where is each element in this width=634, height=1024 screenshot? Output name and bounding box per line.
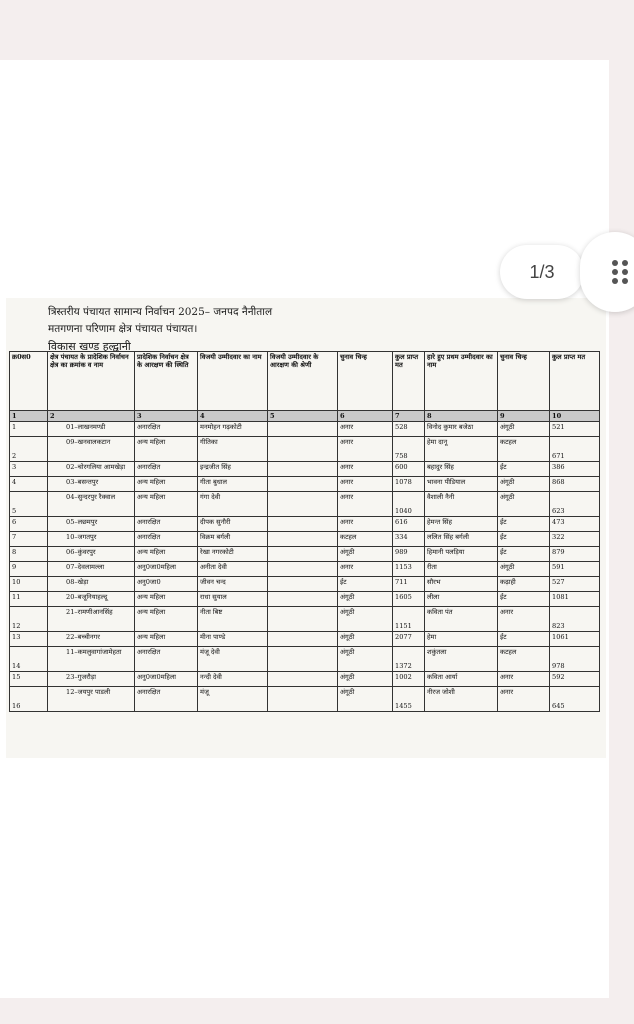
cell-winner: मंजू देवी bbox=[198, 647, 268, 672]
column-number-row bbox=[10, 411, 600, 422]
table-row bbox=[10, 672, 600, 687]
cell-runner-votes: 823 bbox=[550, 607, 600, 632]
cell-winner-category bbox=[268, 532, 338, 547]
cell-sn: 3 bbox=[10, 462, 48, 477]
cell-votes: 1040 bbox=[393, 492, 425, 517]
cell-symbol: अंगूठी bbox=[338, 672, 393, 687]
cell-area: 10–जगतपुर bbox=[48, 532, 135, 547]
cell-winner-category bbox=[268, 577, 338, 592]
cell-runner-symbol: अंगूठी bbox=[498, 492, 550, 517]
cell-winner-category bbox=[268, 422, 338, 437]
column-number: 2 bbox=[48, 411, 135, 422]
cell-runner-symbol: अनार bbox=[498, 607, 550, 632]
cell-reservation: अनु0जा0महिला bbox=[135, 562, 198, 577]
table-row bbox=[10, 577, 600, 592]
column-number: 9 bbox=[498, 411, 550, 422]
cell-reservation: अनु0जा0 bbox=[135, 577, 198, 592]
cell-area: 04–सुन्दरपुर रैक्वाल bbox=[48, 492, 135, 517]
cell-reservation: अनारक्षित bbox=[135, 532, 198, 547]
table-row bbox=[10, 422, 600, 437]
cell-reservation: अनारक्षित bbox=[135, 647, 198, 672]
cell-winner: गीता बुधाल bbox=[198, 477, 268, 492]
cell-winner-category bbox=[268, 632, 338, 647]
cell-votes: 616 bbox=[393, 517, 425, 532]
cell-winner-category bbox=[268, 437, 338, 462]
cell-winner: गीतिका bbox=[198, 437, 268, 462]
column-number: 6 bbox=[338, 411, 393, 422]
cell-runner: हिमानी पलड़िया bbox=[425, 547, 498, 562]
cell-sn: 13 bbox=[10, 632, 48, 647]
cell-runner: शकुंतला bbox=[425, 647, 498, 672]
cell-votes: 1605 bbox=[393, 592, 425, 607]
cell-sn: 9 bbox=[10, 562, 48, 577]
cell-sn: 5 bbox=[10, 492, 48, 517]
cell-runner-votes: 521 bbox=[550, 422, 600, 437]
cell-runner: ललित सिंह बर्गली bbox=[425, 532, 498, 547]
cell-runner-symbol: ईंट bbox=[498, 462, 550, 477]
cell-winner-category bbox=[268, 672, 338, 687]
cell-symbol: कटहल bbox=[338, 532, 393, 547]
table-row bbox=[10, 532, 600, 547]
cell-runner-votes: 868 bbox=[550, 477, 600, 492]
cell-symbol: ईंट bbox=[338, 577, 393, 592]
cell-runner: नीरज जोशी bbox=[425, 687, 498, 712]
cell-runner: बहादुर सिंह bbox=[425, 462, 498, 477]
column-header: हारे हुए प्रथम उम्मीदवार का नाम bbox=[425, 352, 498, 411]
column-number: 3 bbox=[135, 411, 198, 422]
cell-winner: नीता बिष्ट bbox=[198, 607, 268, 632]
cell-reservation: अनारक्षित bbox=[135, 517, 198, 532]
table-row bbox=[10, 632, 600, 647]
cell-area: 06–कुंवरपुर bbox=[48, 547, 135, 562]
cell-runner-votes: 592 bbox=[550, 672, 600, 687]
cell-runner: हेमन्त सिंह bbox=[425, 517, 498, 532]
cell-sn: 1 bbox=[10, 422, 48, 437]
cell-runner: कविता आर्या bbox=[425, 672, 498, 687]
cell-winner: दीपक सुनौरी bbox=[198, 517, 268, 532]
cell-symbol: अंगूठी bbox=[338, 592, 393, 607]
more-vert-icon bbox=[612, 260, 630, 284]
table-row bbox=[10, 547, 600, 562]
cell-runner-symbol: अंगूठी bbox=[498, 477, 550, 492]
cell-symbol: अनार bbox=[338, 462, 393, 477]
cell-sn: 15 bbox=[10, 672, 48, 687]
column-number: 1 bbox=[10, 411, 48, 422]
column-header: चुनाव चिन्ह bbox=[338, 352, 393, 411]
cell-runner-symbol: अंगूठी bbox=[498, 422, 550, 437]
cell-winner-category bbox=[268, 562, 338, 577]
cell-reservation: अन्य महिला bbox=[135, 477, 198, 492]
cell-winner-category bbox=[268, 492, 338, 517]
cell-area: 12–जयपुर पाडली bbox=[48, 687, 135, 712]
scanned-document bbox=[6, 298, 606, 758]
cell-runner: विनोद कुमार बजेठा bbox=[425, 422, 498, 437]
column-header: क्षेत्र पंचायत के प्रादेशिक निर्वाचन क्षेत्र का क्रमांक व नाम bbox=[48, 352, 135, 411]
column-header: कुल प्राप्त मत bbox=[550, 352, 600, 411]
cell-symbol: अनार bbox=[338, 437, 393, 462]
cell-winner: नन्दी देवी bbox=[198, 672, 268, 687]
heading-line-3: विकास खण्ड हल्द्वानी bbox=[48, 340, 131, 353]
cell-runner: कविता पंत bbox=[425, 607, 498, 632]
cell-area: 07–देवलामल्ला bbox=[48, 562, 135, 577]
cell-winner: अनीता देवी bbox=[198, 562, 268, 577]
cell-runner: भावना पीडियाल bbox=[425, 477, 498, 492]
cell-runner: रीता bbox=[425, 562, 498, 577]
cell-runner-symbol: ईंट bbox=[498, 632, 550, 647]
cell-winner: इन्द्रजीत सिंह bbox=[198, 462, 268, 477]
cell-winner: राधा सुयाल bbox=[198, 592, 268, 607]
cell-winner-category bbox=[268, 477, 338, 492]
cell-area: 02–चोरगलिया आमखेड़ा bbox=[48, 462, 135, 477]
cell-runner-votes: 591 bbox=[550, 562, 600, 577]
cell-runner: हेमा bbox=[425, 632, 498, 647]
heading-line-2: मतगणना परिणाम क्षेत्र पंचायत पंचायत। bbox=[48, 323, 198, 335]
cell-votes: 1151 bbox=[393, 607, 425, 632]
cell-area: 05–लछमपुर bbox=[48, 517, 135, 532]
header-row bbox=[10, 352, 600, 411]
cell-runner-votes: 527 bbox=[550, 577, 600, 592]
table-row bbox=[10, 492, 600, 517]
cell-symbol: अनार bbox=[338, 562, 393, 577]
cell-votes: 989 bbox=[393, 547, 425, 562]
cell-runner-votes: 645 bbox=[550, 687, 600, 712]
cell-winner: गंगा देवी bbox=[198, 492, 268, 517]
cell-reservation: अनारक्षित bbox=[135, 422, 198, 437]
table-row bbox=[10, 462, 600, 477]
cell-reservation: अन्य महिला bbox=[135, 437, 198, 462]
cell-sn: 10 bbox=[10, 577, 48, 592]
cell-runner-symbol: ईंट bbox=[498, 532, 550, 547]
cell-sn: 6 bbox=[10, 517, 48, 532]
cell-winner: विक्रम बर्गली bbox=[198, 532, 268, 547]
cell-runner: वैशाली नैनी bbox=[425, 492, 498, 517]
cell-runner: हेमा दानू bbox=[425, 437, 498, 462]
table-row bbox=[10, 607, 600, 632]
column-header: चुनाव चिन्ह bbox=[498, 352, 550, 411]
cell-runner-symbol: ईंट bbox=[498, 592, 550, 607]
cell-symbol: अनार bbox=[338, 492, 393, 517]
cell-runner-votes: 1061 bbox=[550, 632, 600, 647]
cell-sn: 8 bbox=[10, 547, 48, 562]
results-table bbox=[9, 351, 600, 712]
cell-area: 08–खेड़ा bbox=[48, 577, 135, 592]
cell-votes: 1002 bbox=[393, 672, 425, 687]
table-row bbox=[10, 517, 600, 532]
heading-line-1: त्रिस्तरीय पंचायत सामान्य निर्वाचन 2025– जनपद नैनीताल bbox=[48, 306, 273, 318]
cell-sn: 11 bbox=[10, 592, 48, 607]
column-number: 8 bbox=[425, 411, 498, 422]
cell-winner: जीवन चन्द bbox=[198, 577, 268, 592]
column-header: प्रादेशिक निर्वाचन क्षेत्र के आरक्षण की स्थिति bbox=[135, 352, 198, 411]
cell-sn: 7 bbox=[10, 532, 48, 547]
column-header: विजयी उम्मीदवार के आरक्षण की श्रेणी bbox=[268, 352, 338, 411]
table-row bbox=[10, 687, 600, 712]
cell-votes: 711 bbox=[393, 577, 425, 592]
cell-area: 11–कमलुवागांजामेहता bbox=[48, 647, 135, 672]
cell-reservation: अन्य महिला bbox=[135, 492, 198, 517]
column-header: विजयी उम्मीदवार का नाम bbox=[198, 352, 268, 411]
cell-symbol: अंगूठी bbox=[338, 607, 393, 632]
cell-runner-votes: 1081 bbox=[550, 592, 600, 607]
cell-runner-votes: 623 bbox=[550, 492, 600, 517]
column-header: क्र0स0 bbox=[10, 352, 48, 411]
cell-runner: लीला bbox=[425, 592, 498, 607]
cell-reservation: अनारक्षित bbox=[135, 687, 198, 712]
cell-symbol: अंगूठी bbox=[338, 632, 393, 647]
cell-runner-symbol: अनार bbox=[498, 672, 550, 687]
page-indicator bbox=[500, 245, 584, 299]
cell-winner: मंजू bbox=[198, 687, 268, 712]
cell-sn: 4 bbox=[10, 477, 48, 492]
cell-votes: 1078 bbox=[393, 477, 425, 492]
table-row bbox=[10, 647, 600, 672]
cell-sn: 12 bbox=[10, 607, 48, 632]
cell-area: 21–रामणीआनसिंह bbox=[48, 607, 135, 632]
cell-runner-symbol: कढ़ाही bbox=[498, 577, 550, 592]
cell-area: 20–बजूनियाहल्दू bbox=[48, 592, 135, 607]
cell-winner-category bbox=[268, 547, 338, 562]
cell-symbol: अंगूठी bbox=[338, 687, 393, 712]
cell-symbol: अंगूठी bbox=[338, 547, 393, 562]
cell-winner-category bbox=[268, 592, 338, 607]
cell-winner-category bbox=[268, 687, 338, 712]
cell-winner-category bbox=[268, 462, 338, 477]
cell-runner-votes: 671 bbox=[550, 437, 600, 462]
cell-votes: 1372 bbox=[393, 647, 425, 672]
cell-area: 23–गुजरौड़ा bbox=[48, 672, 135, 687]
cell-votes: 334 bbox=[393, 532, 425, 547]
column-number: 5 bbox=[268, 411, 338, 422]
cell-runner-symbol: कटहल bbox=[498, 437, 550, 462]
cell-winner: रेखा नगरकोटी bbox=[198, 547, 268, 562]
cell-symbol: अनार bbox=[338, 477, 393, 492]
cell-votes: 1153 bbox=[393, 562, 425, 577]
cell-reservation: अन्य महिला bbox=[135, 547, 198, 562]
cell-area: 03–बसन्तपुर bbox=[48, 477, 135, 492]
more-options-button[interactable] bbox=[580, 232, 634, 312]
table-row bbox=[10, 477, 600, 492]
cell-runner-votes: 322 bbox=[550, 532, 600, 547]
cell-reservation: अनारक्षित bbox=[135, 462, 198, 477]
cell-sn: 16 bbox=[10, 687, 48, 712]
cell-area: 01–लाखनमण्डी bbox=[48, 422, 135, 437]
cell-reservation: अन्य महिला bbox=[135, 607, 198, 632]
cell-runner-symbol: कटहल bbox=[498, 647, 550, 672]
cell-reservation: अनु0जा0महिला bbox=[135, 672, 198, 687]
document-heading bbox=[48, 304, 568, 355]
column-header: कुल प्राप्त मत bbox=[393, 352, 425, 411]
cell-reservation: अन्य महिला bbox=[135, 592, 198, 607]
cell-reservation: अन्य महिला bbox=[135, 632, 198, 647]
cell-symbol: अनार bbox=[338, 422, 393, 437]
cell-area: 22–बच्चीनगर bbox=[48, 632, 135, 647]
cell-area: 09–खनवालकटान bbox=[48, 437, 135, 462]
column-number: 10 bbox=[550, 411, 600, 422]
cell-winner-category bbox=[268, 517, 338, 532]
cell-winner-category bbox=[268, 647, 338, 672]
cell-runner: सौरभ bbox=[425, 577, 498, 592]
table-row bbox=[10, 562, 600, 577]
cell-symbol: अंगूठी bbox=[338, 647, 393, 672]
cell-runner-votes: 386 bbox=[550, 462, 600, 477]
cell-sn: 2 bbox=[10, 437, 48, 462]
cell-votes: 1455 bbox=[393, 687, 425, 712]
cell-votes: 758 bbox=[393, 437, 425, 462]
cell-winner-category bbox=[268, 607, 338, 632]
table-row bbox=[10, 437, 600, 462]
cell-sn: 14 bbox=[10, 647, 48, 672]
column-number: 7 bbox=[393, 411, 425, 422]
cell-runner-symbol: अंगूठी bbox=[498, 562, 550, 577]
cell-runner-votes: 879 bbox=[550, 547, 600, 562]
cell-runner-symbol: अनार bbox=[498, 687, 550, 712]
cell-votes: 600 bbox=[393, 462, 425, 477]
cell-winner: मीना पाण्डे bbox=[198, 632, 268, 647]
cell-votes: 2077 bbox=[393, 632, 425, 647]
cell-runner-votes: 473 bbox=[550, 517, 600, 532]
page-indicator-text: 1/3 bbox=[529, 261, 555, 282]
cell-votes: 528 bbox=[393, 422, 425, 437]
cell-runner-votes: 978 bbox=[550, 647, 600, 672]
cell-winner: मनमोहन गढ़कोटी bbox=[198, 422, 268, 437]
cell-runner-symbol: ईंट bbox=[498, 547, 550, 562]
cell-symbol: अनार bbox=[338, 517, 393, 532]
column-number: 4 bbox=[198, 411, 268, 422]
cell-runner-symbol: ईंट bbox=[498, 517, 550, 532]
table-row bbox=[10, 592, 600, 607]
